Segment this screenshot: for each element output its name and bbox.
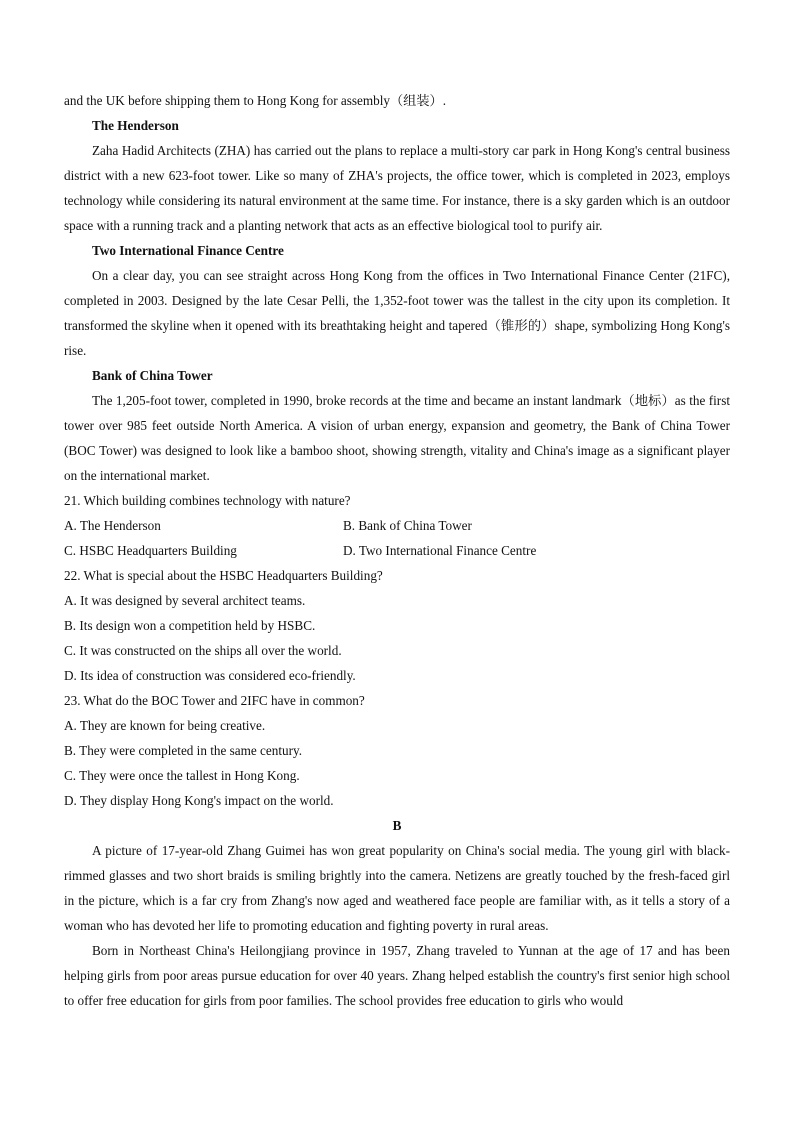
question-23-option-c: C. They were once the tallest in Hong Kong. [64,768,300,783]
section-heading-henderson: The Henderson [92,118,179,133]
section-text-2ifc: On a clear day, you can see straight across Hong Kong from the offices in Two International Finance Center (21FC), completed in 2003. Designed by the late Cesar Pelli, the 1,352-foot tower was the tallest in the city upon its completion. It transformed the skyline when it opened with its breathtaking height and tapered（锥形的）shape, symbolizing Hong Kong's rise. [64,268,730,358]
passage-b-letter: B [392,818,402,833]
question-21-option-b: B. Bank of China Tower [343,518,472,533]
section-heading-2ifc: Two International Finance Centre [92,243,284,258]
section-text-boc: The 1,205-foot tower, completed in 1990, broke records at the time and became an instant landmark（地标）as the first tower over 985 feet outside North America. A vision of urban energy, expansion and geometry, the Bank of China Tower (BOC Tower) was designed to look like a bamboo shoot, showing strength, vitality and China's image as a significant player on the international market. [64,393,730,483]
page-content [64,88,730,1013]
question-23-stem: 23. What do the BOC Tower and 2IFC have in common? [64,693,365,708]
question-22-option-d: D. Its idea of construction was considered eco-friendly. [64,668,356,683]
passage-b-paragraph-2: Born in Northeast China's Heilongjiang province in 1957, Zhang traveled to Yunnan at the age of 17 and has been helping girls from poor areas pursue education for over 40 years. Zhang helped establish the country's first senior high school to offer free education for girls from poor families. The school provides free education to girls who would [64,943,730,1008]
question-22-option-a: A. It was designed by several architect teams. [64,593,306,608]
passage-b-paragraph-1: A picture of 17-year-old Zhang Guimei has won great popularity on China's social media. The young girl with black-rimmed glasses and two short braids is smiling brightly into the camera. Netizens are greatly touched by the fresh-faced girl in the picture, which is a far cry from Zhang's now aged and weathered face people are familiar with, as it tells a story of a woman who has devoted her life to promoting education and fighting poverty in rural areas. [64,843,730,933]
question-21-option-d: D. Two International Finance Centre [343,543,537,558]
question-22-stem: 22. What is special about the HSBC Headquarters Building? [64,568,383,583]
section-heading-boc: Bank of China Tower [92,368,213,383]
question-21-option-a: A. The Henderson [64,518,161,533]
question-23-option-d: D. They display Hong Kong's impact on the world. [64,793,334,808]
question-21-stem: 21. Which building combines technology with nature? [64,493,351,508]
question-23-option-a: A. They are known for being creative. [64,718,266,733]
question-22-option-b: B. Its design won a competition held by HSBC. [64,618,316,633]
question-22-option-c: C. It was constructed on the ships all over the world. [64,643,342,658]
section-text-henderson: Zaha Hadid Architects (ZHA) has carried out the plans to replace a multi-story car park in Hong Kong's central business district with a new 623-foot tower. Like so many of ZHA's projects, the office tower, which is completed in 2023, employs technology while considering its natural environment at the same time. For instance, there is a sky garden which is an outdoor space with a running track and a planting network that acts as an effective biological tool to purify air. [64,143,730,233]
question-21-options-row-2 [64,538,730,563]
question-21-option-c: C. HSBC Headquarters Building [64,543,237,558]
question-21-options-row-1 [64,513,730,538]
question-23-option-b: B. They were completed in the same century. [64,743,303,758]
passage-a-intro-tail: and the UK before shipping them to Hong Kong for assembly（组装）. [64,93,447,108]
